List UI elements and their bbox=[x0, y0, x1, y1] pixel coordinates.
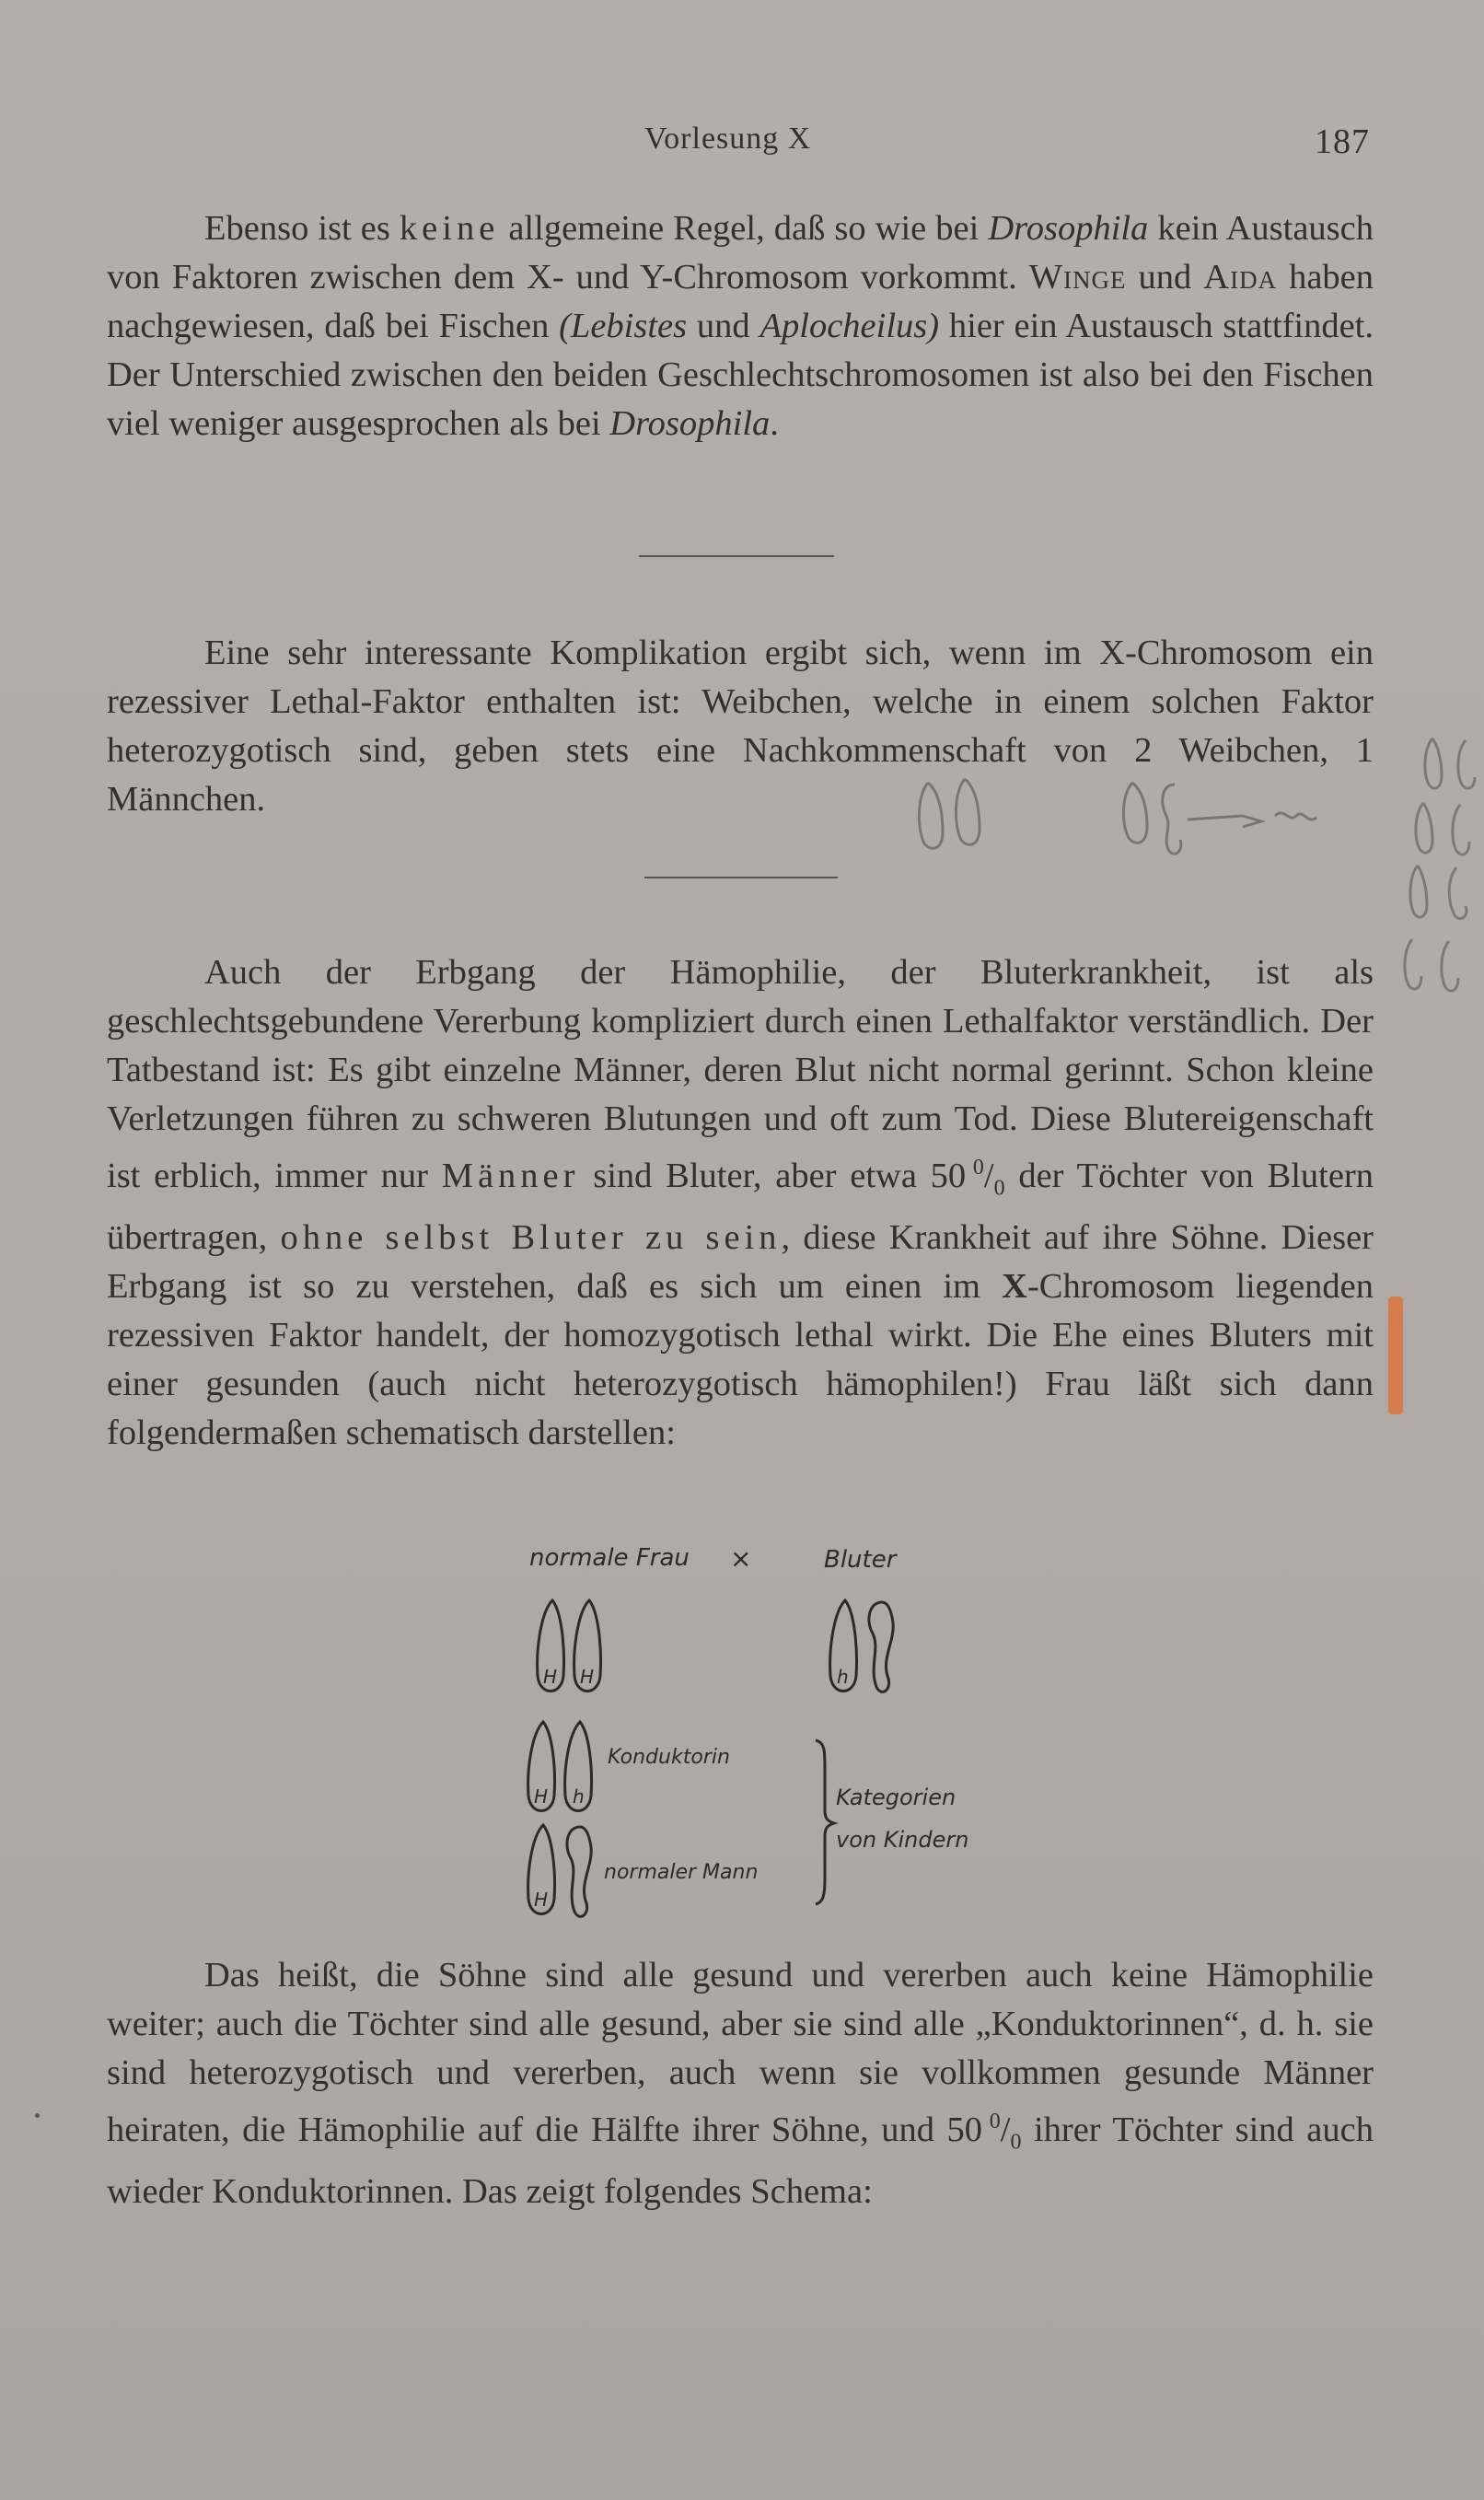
species-name: Drosophila bbox=[609, 404, 771, 443]
allele-label: H bbox=[534, 1785, 549, 1808]
author-name: Aida bbox=[1203, 258, 1278, 297]
chromosome-bold: X bbox=[1002, 1266, 1027, 1306]
ink-speck bbox=[35, 2113, 40, 2118]
paragraph-2 bbox=[107, 629, 1374, 824]
page-number: 187 bbox=[1315, 122, 1370, 161]
emphasis: Männer bbox=[441, 1156, 580, 1195]
label-bluter: Bluter bbox=[824, 1546, 897, 1574]
brace bbox=[816, 1740, 834, 1904]
bookmark-strip bbox=[1388, 1297, 1403, 1414]
label-normale-frau: normale Frau bbox=[529, 1544, 690, 1572]
paragraph-1 bbox=[107, 204, 1374, 448]
paragraph-3 bbox=[107, 948, 1374, 1458]
paragraph-text: Ebenso ist es keine allgemeine Regel, daß so wie bei Drosophila kein Austausch von Faktoren zwischen dem X- und Y-Chromosom vorkommt. Winge und Aida haben nachgewiesen, daß bei Fischen (Lebistes und Aplocheilus) hier ein Austausch stattfindet. Der Unterschied zwischen den beiden Geschlechtschromosomen ist also bei den Fischen viel weniger ausgesprochen als bei Drosophila. bbox=[107, 209, 1374, 443]
paragraph-text: Das heißt, die Söhne sind alle gesund und vererben auch keine Hämophilie weiter; auch die Töchter sind alle gesund, aber sie sind alle „Konduktorinnen“, d. h. sie sind heterozygotisch und vererben, auch wenn sie vollkommen gesunde Männer heiraten, die Hämophilie auf die Hälfte ihrer Söhne, und 50 $^0/_0$ ihrer Töchter sind auch wieder Konduktorinnen. Das zeigt folgendes Schema: bbox=[107, 1956, 1374, 2211]
running-header bbox=[0, 122, 1484, 168]
inheritance-scheme bbox=[516, 1538, 994, 1924]
section-divider bbox=[644, 877, 838, 878]
allele-label: H bbox=[534, 1889, 549, 1911]
allele-label: H bbox=[580, 1666, 595, 1688]
allele-label: H bbox=[543, 1666, 558, 1688]
label-kategorien: Kategorien bbox=[836, 1785, 956, 1810]
label-normaler-mann: normaler Mann bbox=[604, 1861, 759, 1884]
allele-label: h bbox=[573, 1785, 585, 1808]
paragraph-text: Auch der Erbgang der Hämophilie, der Bluterkrankheit, ist als geschlechtsgebundene Vererbung kompliziert durch einen Lethalfaktor verständlich. Der Tatbestand ist: Es gibt einzelne Männer, deren Blut nicht normal gerinnt. Schon kleine Verletzungen führen zu schweren Blutungen und oft zum Tod. Diese Blutereigenschaft ist erblich, immer nur Männer sind Bluter, aber etwa 50 $^0/_0$ der Töchter von Blutern übertragen, ohne selbst Bluter zu sein, diese Krankheit auf ihre Söhne. Dieser Erbgang ist so zu verstehen, daß es sich um einen im X-Chromosom liegenden rezessiven Faktor handelt, der homozygotisch lethal wirkt. Die Ehe eines Bluters mit einer gesunden (auch nicht heterozygotisch hämophilen!) Frau läßt sich dann folgendermaßen schematisch darstellen: bbox=[107, 953, 1374, 1452]
pencil-margin-sketch bbox=[1399, 727, 1484, 1022]
label-konduktorin: Konduktorin bbox=[608, 1746, 730, 1769]
allele-label: h bbox=[837, 1666, 849, 1688]
species-name: (Lebistes bbox=[559, 307, 688, 345]
paragraph-4 bbox=[107, 1951, 1374, 2216]
chapter-title: Vorlesung X bbox=[644, 122, 812, 156]
paragraph-text: Eine sehr interessante Komplikation ergibt sich, wenn im X-Chromosom ein rezessiver Lethal-Faktor enthalten ist: Weibchen, welche in einem solchen Faktor heterozygotisch sind, geben stets eine Nachkommenschaft von 2 Weibchen, 1 Männchen. bbox=[107, 634, 1374, 819]
emphasis: ohne selbst Bluter zu sein bbox=[280, 1217, 782, 1257]
section-divider bbox=[639, 555, 834, 557]
species-name: Aplocheilus) bbox=[759, 307, 940, 345]
author-name: Winge bbox=[1028, 258, 1127, 297]
cross-symbol: × bbox=[730, 1543, 752, 1574]
label-von-kindern: von Kindern bbox=[836, 1827, 969, 1853]
species-name: Drosophila bbox=[988, 209, 1149, 248]
